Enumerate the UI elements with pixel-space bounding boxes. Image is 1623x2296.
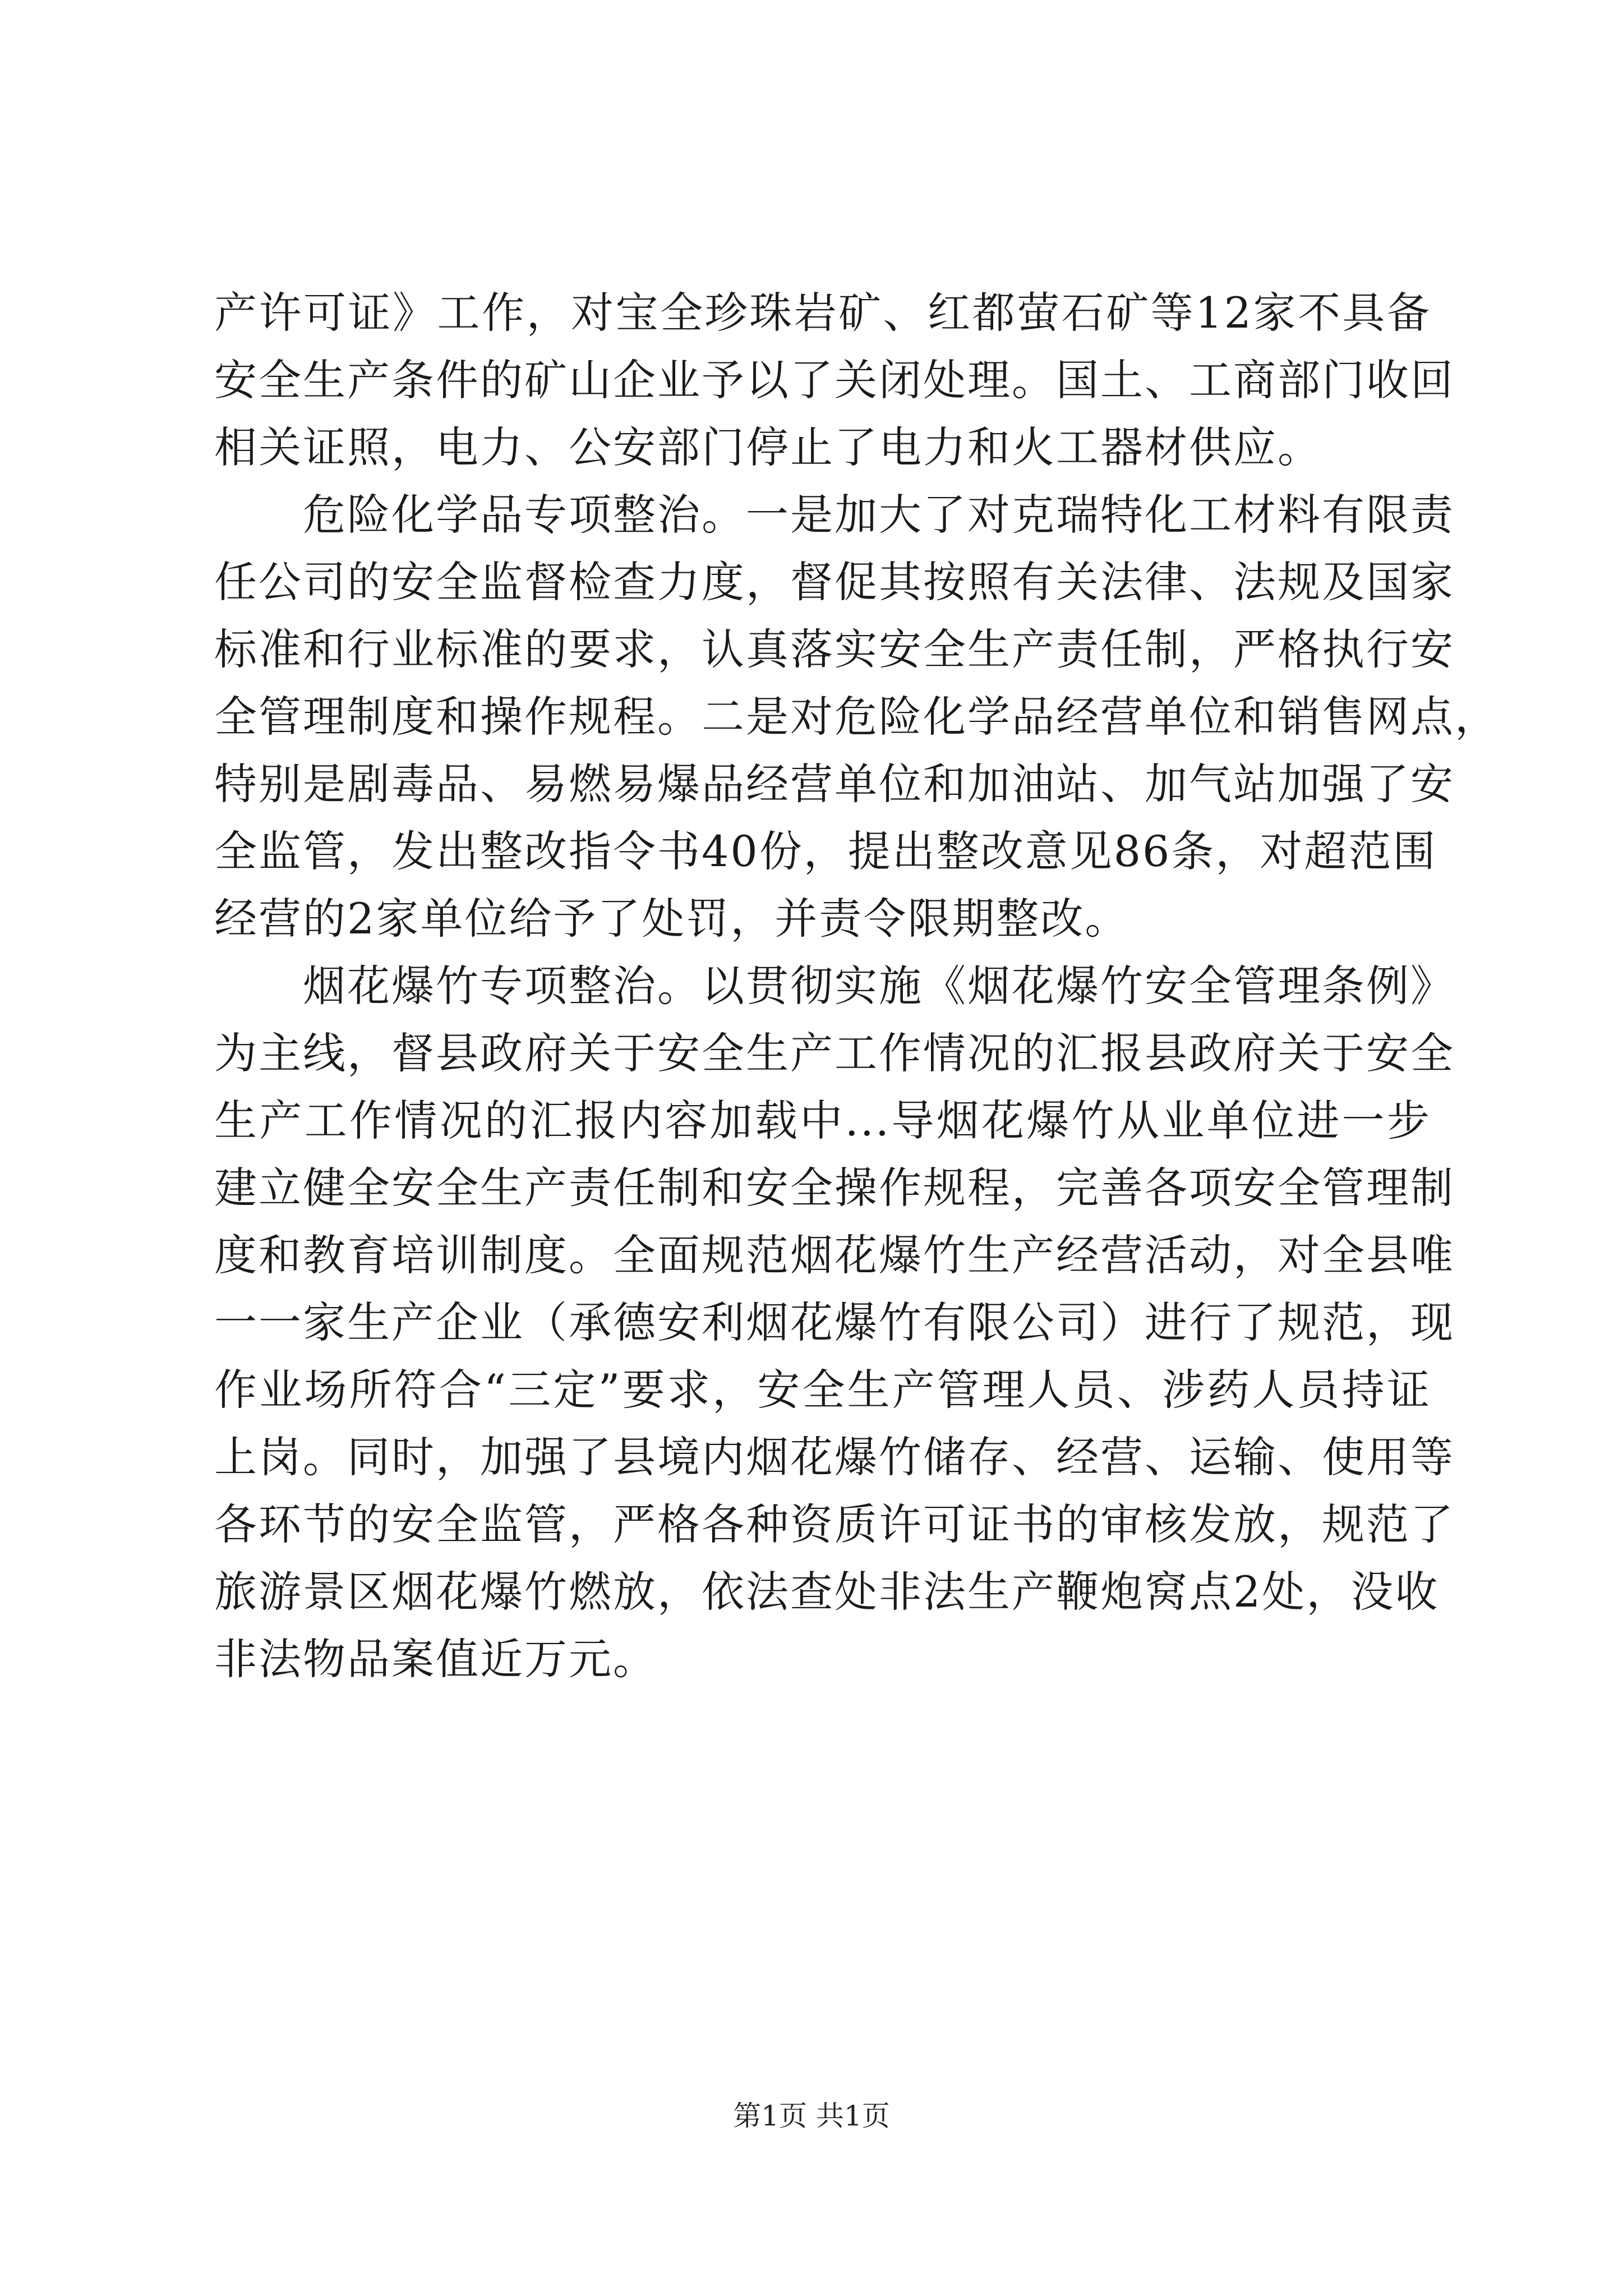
paragraph-3-line-7: 作业场所符合“三定”要求，安全生产管理人员、涉药人员持证 <box>214 1365 1431 1415</box>
paragraph-2-line-3: 标准和行业标准的要求，认真落实安全生产责任制，严格执行安 <box>214 624 1455 674</box>
paragraph-1-line-2: 安全生产条件的矿山企业予以了关闭处理。国土、工商部门收回 <box>214 355 1455 405</box>
paragraph-1-line-3: 相关证照，电力、公安部门停止了电力和火工器材供应。 <box>214 422 1322 472</box>
paragraph-3-line-4: 建立健全安全生产责任制和安全操作规程，完善各项安全管理制 <box>214 1163 1455 1213</box>
paragraph-2-line-7: 经营的2家单位给予了处罚，并责令限期整改。 <box>214 894 1129 944</box>
document-body <box>214 279 1499 1693</box>
paragraph-2-line-4: 全管理制度和操作规程。二是对危险化学品经营单位和销售网点， <box>214 692 1499 742</box>
paragraph-3-line-5: 度和教育培训制度。全面规范烟花爆竹生产经营活动，对全县唯 <box>214 1230 1455 1280</box>
paragraph-3-line-2: 为主线，督县政府关于安全生产工作情况的汇报县政府关于安全 <box>214 1028 1455 1078</box>
page-footer: 第1页 共1页 <box>733 2100 890 2132</box>
paragraph-2-line-6: 全监管，发出整改指令书40份，提出整改意见86条，对超范围 <box>214 826 1437 876</box>
paragraph-1-line-1: 产许可证》工作，对宝全珍珠岩矿、红都萤石矿等12家不具备 <box>214 288 1431 338</box>
paragraph-3-line-10: 旅游景区烟花爆竹燃放，依法查处非法生产鞭炮窝点2处，没收 <box>214 1567 1440 1617</box>
paragraph-3-line-6: 一一家生产企业（承德安利烟花爆竹有限公司）进行了规范，现 <box>214 1297 1455 1347</box>
paragraph-2-line-2: 任公司的安全监督检查力度，督促其按照有关法律、法规及国家 <box>214 557 1455 607</box>
paragraph-3-line-9: 各环节的安全监管，严格各种资质许可证书的审核发放，规范了 <box>214 1499 1455 1549</box>
paragraph-3-line-11: 非法物品案值近万元。 <box>214 1634 657 1684</box>
paragraph-2-line-1: 危险化学品专项整治。一是加大了对克瑞特化工材料有限责 <box>303 490 1455 540</box>
paragraph-3-line-8: 上岗。同时，加强了县境内烟花爆竹储存、经营、运输、使用等 <box>214 1432 1455 1482</box>
paragraph-3-line-1: 烟花爆竹专项整治。以贯彻实施《烟花爆竹安全管理条例》 <box>303 961 1455 1011</box>
paragraph-2-line-5: 特别是剧毒品、易燃易爆品经营单位和加油站、加气站加强了安 <box>214 759 1455 809</box>
paragraph-3-line-3: 生产工作情况的汇报内容加载中...导烟花爆竹从业单位进一步 <box>214 1096 1431 1145</box>
